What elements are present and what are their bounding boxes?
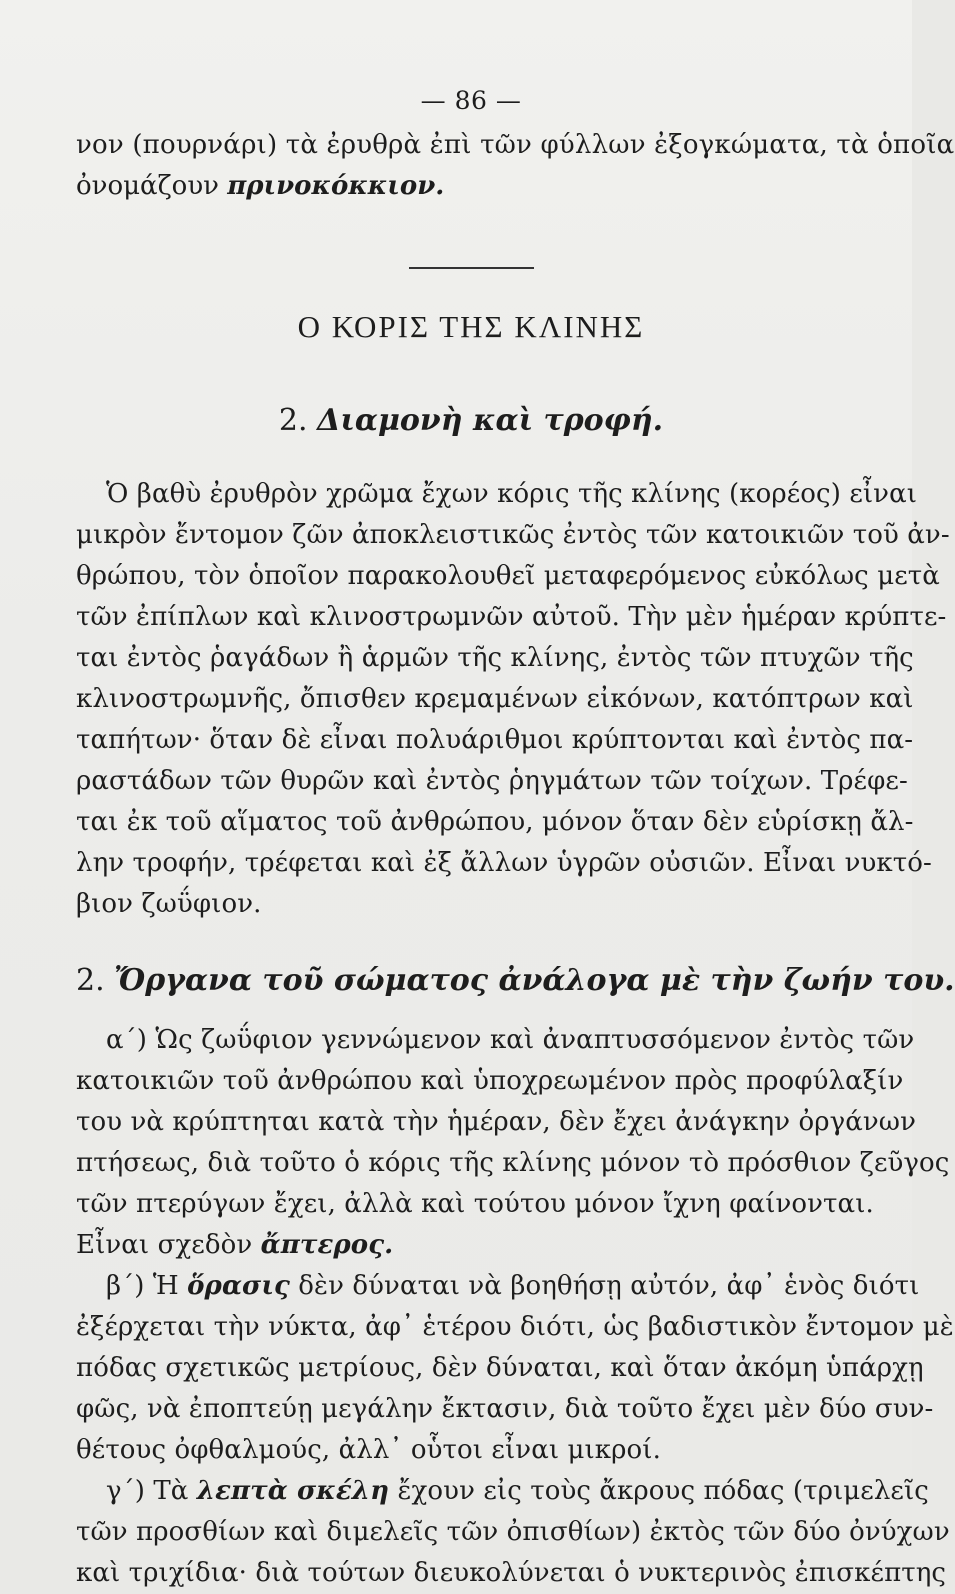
intro-line-2-prefix: ὀνομάζουν xyxy=(76,171,228,201)
paragraph-3-line-1: β΄) Ἡ ὅρασις δὲν δύναται νὰ βοηθήσῃ αὐτόν, ἀφ᾿ ἑνὸς διότι xyxy=(106,1271,920,1301)
subheading-2-number: 2. xyxy=(76,963,105,998)
section-title: Ο ΚΟΡΙΣ ΤΗΣ ΚΛΙΝΗΣ xyxy=(297,309,645,344)
paragraph-2-line-2: κατοικιῶν τοῦ ἀνθρώπου καὶ ὑποχρεωμένον πρὸς προφύλαξίν xyxy=(76,1066,904,1096)
intro-line-2 xyxy=(76,166,866,207)
intro-line-1: νον (πουρνάρι) τὰ ἐρυθρὰ ἐπὶ τῶν φύλλων ἐξογκώματα, τὰ ὁποῖα xyxy=(76,130,955,160)
paragraph-1-line-6: κλινοστρωμνῆς, ὄπισθεν κρεμαμένων εἰκόνων, κατόπτρων καὶ xyxy=(76,684,914,714)
paragraph-1-line-4: τῶν ἐπίπλων καὶ κλινοστρωμνῶν αὐτοῦ. Τὴν μὲν ἡμέραν κρύπτε- xyxy=(76,602,947,632)
page-content xyxy=(76,86,955,1594)
subheading-2-text: Ὄργανα τοῦ σώματος ἀνάλογα μὲ τὴν ζωήν του. xyxy=(114,963,955,998)
page-number: — 86 — xyxy=(420,86,522,115)
paragraph-3-line-4: φῶς, νὰ ἐποπτεύῃ μεγάλην ἔκτασιν, διὰ τοῦτο ἔχει μὲν δύο συν- xyxy=(76,1394,934,1424)
paragraph-1-line-5: ται ἐντὸς ῥαγάδων ἢ ἁρμῶν τῆς κλίνης, ἐντὸς τῶν πτυχῶν τῆς xyxy=(76,643,914,673)
paragraph-4-line-1: γ΄) Τὰ λεπτὰ σκέλη ἔχουν εἰς τοὺς ἄκρους πόδας (τριμελεῖς xyxy=(106,1476,929,1506)
paragraph-1-line-11: βιον ζωΰφιον. xyxy=(76,889,262,919)
paragraph-2-line-4: πτήσεως, διὰ τοῦτο ὁ κόρις τῆς κλίνης μόνον τὸ πρόσθιον ζεῦγος xyxy=(76,1148,950,1178)
paragraph-2-line-6: Εἶναι σχεδὸν ἄπτερος. xyxy=(76,1230,394,1260)
paragraph-3-line-2: ἐξέρχεται τὴν νύκτα, ἀφ᾿ ἑτέρου διότι, ὡς βαδιστικὸν ἔντομον μὲ xyxy=(76,1312,954,1342)
paragraph-1-line-2: μικρὸν ἔντομον ζῶν ἀποκλειστικῶς ἐντὸς τῶν κατοικιῶν τοῦ ἀν- xyxy=(76,520,950,550)
paragraph-1-line-9: ται ἐκ τοῦ αἵματος τοῦ ἀνθρώπου, μόνον ὅταν δὲν εὑρίσκῃ ἄλ- xyxy=(76,807,914,837)
subheading-1-text: Διαμονὴ καὶ τροφή. xyxy=(317,403,664,438)
paragraph-3-line-5: θέτους ὀφθαλμούς, ἀλλ᾿ οὗτοι εἶναι μικροί. xyxy=(76,1435,661,1465)
subheading-1 xyxy=(76,403,866,438)
paragraph-4-line-3: καὶ τριχίδια· διὰ τούτων διευκολύνεται ὁ νυκτερινὸς ἐπισκέπτης xyxy=(76,1558,947,1588)
intro-paragraph xyxy=(76,125,955,207)
subheading-2 xyxy=(76,963,955,998)
subheading-1-number: 2. xyxy=(278,403,308,438)
paragraph-1-line-3: θρώπου, τὸν ὁποῖον παρακολουθεῖ μεταφερόμενος εὐκόλως μετὰ xyxy=(76,561,940,591)
paragraph-3-line-3: πόδας σχετικῶς μετρίους, δὲν δύναται, καὶ ὅταν ἀκόμη ὑπάρχῃ xyxy=(76,1353,924,1383)
paragraph-2 xyxy=(76,1020,950,1266)
paragraph-4 xyxy=(76,1471,950,1594)
paragraph-1-line-10: λην τροφήν, τρέφεται καὶ ἐξ ἄλλων ὑγρῶν οὐσιῶν. Εἶναι νυκτό- xyxy=(76,848,932,878)
paragraph-1-line-1: Ὁ βαθὺ ἐρυθρὸν χρῶμα ἔχων κόρις τῆς κλίνης (κορέος) εἶναι xyxy=(106,479,918,509)
intro-line-2-emphasis: πρινοκόκκιον. xyxy=(227,171,445,201)
paragraph-2-line-5: τῶν πτερύγων ἔχει, ἀλλὰ καὶ τούτου μόνον ἴχνη φαίνονται. xyxy=(76,1189,874,1219)
paragraph-3 xyxy=(76,1266,954,1471)
paragraph-2-line-3: του νὰ κρύπτηται κατὰ τὴν ἡμέραν, δὲν ἔχει ἀνάγκην ὀργάνων xyxy=(76,1107,917,1137)
paragraph-1-line-8: ραστάδων τῶν θυρῶν καὶ ἐντὸς ῥηγμάτων τῶν τοίχων. Τρέφε- xyxy=(76,766,908,796)
paragraph-4-line-2: τῶν προσθίων καὶ διμελεῖς τῶν ὀπισθίων) ἐκτὸς τῶν δύο ὀνύχων xyxy=(76,1517,950,1547)
paragraph-1 xyxy=(76,474,950,925)
paragraph-2-line-1: α΄) Ὡς ζωΰφιον γεννώμενον καὶ ἀναπτυσσόμενον ἐντὸς τῶν xyxy=(106,1025,915,1055)
paragraph-1-line-7: ταπήτων· ὅταν δὲ εἶναι πολυάριθμοι κρύπτονται καὶ ἐντὸς πα- xyxy=(76,725,914,755)
section-divider xyxy=(409,267,534,269)
